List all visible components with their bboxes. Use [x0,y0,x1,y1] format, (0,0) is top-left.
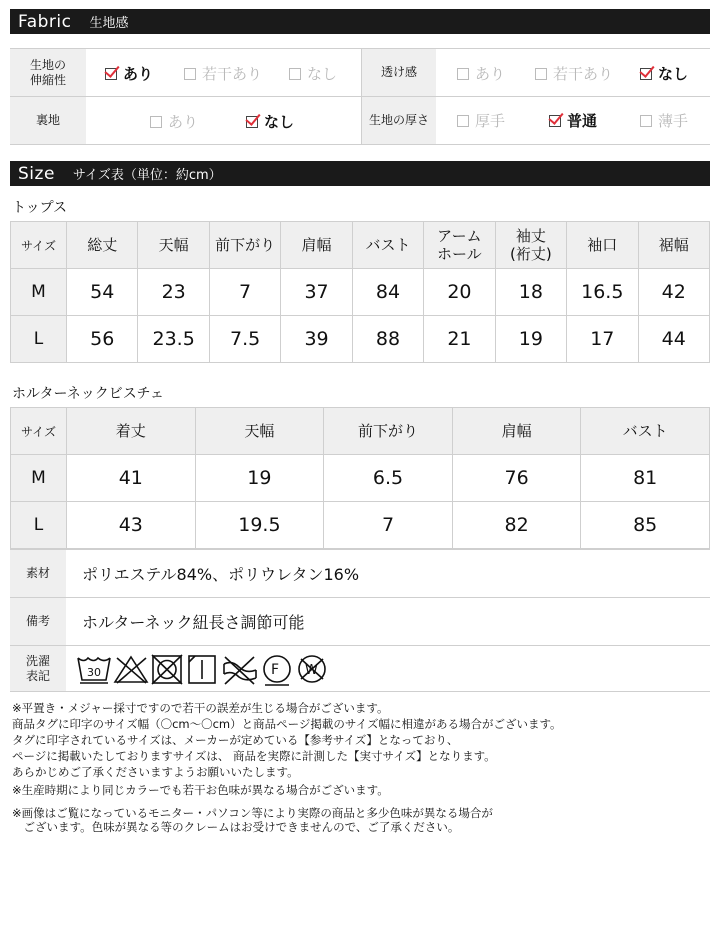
sheer-option-2 [640,63,688,84]
measurement-cell: 82 [452,502,581,549]
measurement-cell: 6.5 [324,455,453,502]
svg-text:30: 30 [87,665,101,679]
tops-col-header: アーム ホール [424,222,495,269]
thickness-option-1 [549,110,597,131]
fabric-header-bar [10,9,710,34]
measurement-cell: 84 [352,269,423,316]
bustier-size-table [10,407,710,549]
size-title-en: Size [18,163,55,184]
bustier-title: ホルターネックビスチェ [12,386,165,402]
unchecked-box-icon [150,116,162,128]
note-line: ございます。色味が異なる等のクレームはお受けできませんので、ご了承ください。 [12,820,460,834]
measurement-cell: 41 [67,455,196,502]
tops-row-l [11,316,710,363]
measurement-cell: 23 [138,269,209,316]
thickness-option-2 [640,110,688,131]
lining-label: 裏地 [10,97,86,144]
no-wet-clean-icon [299,656,325,682]
unchecked-box-icon [457,68,469,80]
measurement-cell: 81 [581,455,710,502]
remarks-label: 備考 [10,598,66,645]
measurement-cell: 7 [324,502,453,549]
option-label: あり [168,113,199,131]
svg-text:W: W [305,662,318,678]
stretch-option-0 [105,63,153,84]
svg-text:F: F [271,661,280,678]
measurement-cell: 19.5 [195,502,324,549]
sheer-option-0 [457,63,505,84]
measurement-cell: 85 [581,502,710,549]
remarks-value: ホルターネック紐長さ調節可能 [82,613,305,632]
measurement-cell: 56 [67,316,138,363]
measurement-cell: 21 [424,316,495,363]
unchecked-box-icon [457,115,469,127]
measurement-cell: 42 [638,269,710,316]
measurement-cell: 54 [67,269,138,316]
measurement-cell: 16.5 [567,269,638,316]
material-row [10,550,710,598]
bustier-row-l [11,502,710,549]
size-title-jp: サイズ表（単位：約cm） [72,168,222,183]
measurement-cell: 7 [209,269,280,316]
bustier-col-header: 天幅 [195,408,324,455]
measurement-cell: 39 [281,316,352,363]
bustier-row-m [11,455,710,502]
measurement-cell: 19 [195,455,324,502]
thickness-option-0 [457,110,505,131]
tops-row-m [11,269,710,316]
checked-box-icon [105,68,117,80]
lining-option-0 [150,111,198,132]
care-row [10,646,710,692]
product-info [10,549,710,692]
measurement-cell: 18 [495,269,566,316]
measurement-cell: 44 [638,316,710,363]
tops-corner-label: サイズ [11,222,67,269]
size-header-bar [10,161,710,186]
sheer-label: 透け感 [362,49,436,96]
stretch-label: 生地の 伸縮性 [10,49,86,96]
no-tumble-dry-icon [152,655,182,684]
measurement-cell: 17 [567,316,638,363]
tops-col-header: 前下がり [209,222,280,269]
measurement-cell: 76 [452,455,581,502]
option-label: 若干あり [202,65,263,83]
note-line: 商品タグに印字のサイズ幅（〇cm〜〇cm）と商品ページ掲載のサイズ幅に相違がある場合がございます。 [12,717,562,731]
note-line: あらかじめご了承くださいますようお願いいたします。 [12,765,299,779]
tops-col-header: 肩幅 [281,222,352,269]
unchecked-box-icon [640,115,652,127]
option-label: 普通 [567,112,598,130]
size-label: L [11,316,67,363]
option-label: 厚手 [475,112,506,130]
option-label: 薄手 [658,112,689,130]
care-symbols [76,652,336,686]
measurement-cell: 7.5 [209,316,280,363]
option-label: あり [123,65,154,83]
fabric-title-jp: 生地感 [89,16,129,31]
remarks-row [10,598,710,646]
checked-box-icon [549,115,561,127]
stretch-option-2 [289,63,337,84]
note-line: ※生産時期により同じカラーでも若干お色味が異なる場合がございます。 [12,783,389,797]
bustier-col-header: 前下がり [324,408,453,455]
tops-col-header: 総丈 [67,222,138,269]
tops-col-header: 袖丈 (裄丈) [495,222,566,269]
bustier-corner-label: サイズ [11,408,67,455]
unchecked-box-icon [184,68,196,80]
bustier-col-header: バスト [581,408,710,455]
care-icons [66,646,336,691]
tops-col-header: 裾幅 [638,222,710,269]
stretch-option-1 [184,63,262,84]
bustier-header-row [11,408,710,455]
bustier-col-header: 着丈 [67,408,196,455]
option-label: なし [264,113,295,131]
option-label: なし [658,65,689,83]
dry-clean-f-icon [264,656,290,685]
material-label: 素材 [10,550,66,597]
unchecked-box-icon [535,68,547,80]
measurement-cell: 23.5 [138,316,209,363]
note-line: ※平置き・メジャー採寸ですので若干の誤差が生じる場合がございます。 [12,701,389,715]
sheer-option-1 [535,63,613,84]
checked-box-icon [640,68,652,80]
tops-size-table [10,221,710,363]
note-line: ページに掲載いたしておりますサイズは、 商品を実際に計測した【実寸サイズ】となります。 [12,749,496,763]
tops-col-header: 天幅 [138,222,209,269]
measurement-cell: 19 [495,316,566,363]
note-line: ※画像はご覧になっているモニター・パソコン等により実際の商品と多少色味が異なる場合が [12,806,493,820]
option-label: なし [307,65,338,83]
option-label: 若干あり [553,65,614,83]
checked-box-icon [246,116,258,128]
fabric-row-2 [10,97,710,145]
measurement-cell: 88 [352,316,423,363]
tops-header-row [11,222,710,269]
bustier-col-header: 肩幅 [452,408,581,455]
measurement-cell: 37 [281,269,352,316]
option-label: あり [475,65,506,83]
tops-col-header: 袖口 [567,222,638,269]
no-bleach-icon [115,657,147,683]
material-value: ポリエステル84%、ポリウレタン16% [82,565,360,584]
thickness-label: 生地の厚さ [362,97,436,144]
measurement-cell: 20 [424,269,495,316]
size-label: M [11,269,67,316]
size-label: L [11,502,67,549]
unchecked-box-icon [289,68,301,80]
size-label: M [11,455,67,502]
tops-col-header: バスト [352,222,423,269]
note-line: タグに印字されているサイズは、メーカーが定めている【参考サイズ】となっており、 [12,733,459,747]
tops-title: トップス [12,200,68,216]
lining-option-1 [246,111,294,132]
wash-30-icon [78,658,110,683]
care-label: 洗濯 表記 [10,646,66,691]
measurement-cell: 43 [67,502,196,549]
fabric-title-en: Fabric [18,11,72,32]
no-wring-icon [224,657,256,684]
line-dry-icon [189,656,215,683]
